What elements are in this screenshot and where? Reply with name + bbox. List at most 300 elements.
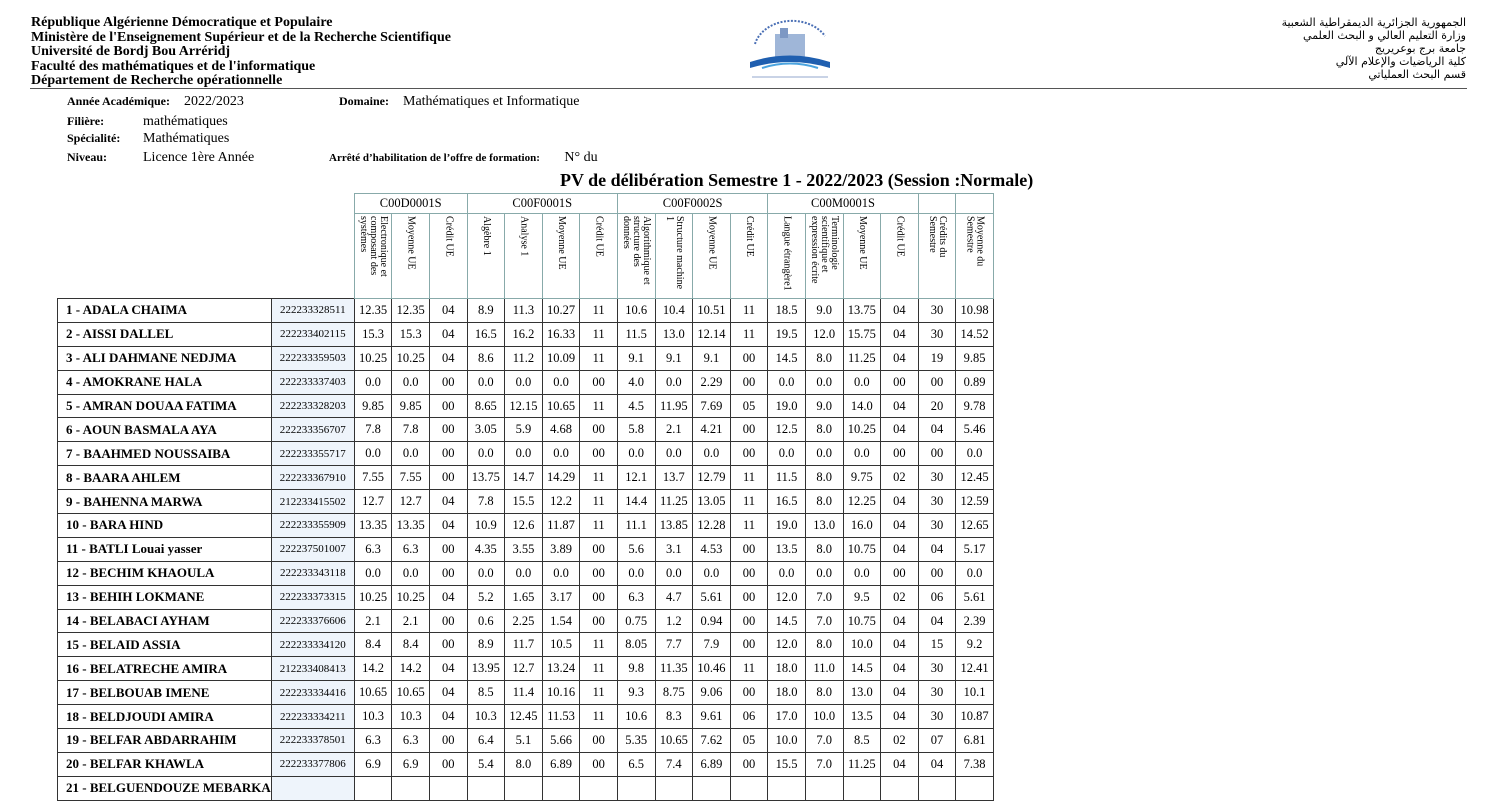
label: Filière:: [67, 114, 105, 128]
student-name: 8 - BAARA AHLEM: [58, 466, 272, 490]
university-logo: [740, 14, 840, 84]
grade-cell: 7.8: [354, 418, 392, 442]
grade-cell: 6.4: [467, 729, 505, 753]
grade-cell: 9.1: [693, 346, 731, 370]
student-name: 7 - BAAHMED NOUSSAIBA: [58, 442, 272, 466]
column-header-label: Algèbre 1: [480, 216, 492, 256]
grade-cell: 10.3: [467, 705, 505, 729]
grade-cell: 9.1: [617, 346, 655, 370]
grade-cell: 3.05: [467, 418, 505, 442]
grade-cell: 2.25: [505, 609, 543, 633]
grade-cell: 00: [429, 418, 467, 442]
grade-cell: 13.24: [542, 657, 580, 681]
grade-cell: 11: [580, 514, 618, 538]
academic-year: [67, 94, 244, 110]
grade-cell: 13.0: [655, 322, 693, 346]
grade-cell: 00: [580, 418, 618, 442]
grade-cell: 6.3: [354, 537, 392, 561]
grade-cell: 12.79: [693, 466, 731, 490]
grade-cell: 7.8: [392, 418, 430, 442]
grade-cell: 6.89: [693, 752, 731, 776]
grade-cell: 6.9: [354, 752, 392, 776]
table-row: [58, 394, 994, 418]
grade-cell: 10.65: [655, 729, 693, 753]
grade-cell: 12.7: [505, 657, 543, 681]
grade-cell: [805, 776, 843, 800]
grade-cell: 04: [918, 752, 956, 776]
column-header-label: Structure machine 1: [663, 216, 685, 290]
label: Domaine:: [339, 94, 389, 108]
grade-cell: 10.65: [542, 394, 580, 418]
grade-cell: 04: [881, 346, 919, 370]
grade-cell: 11: [730, 466, 768, 490]
grade-cell: 0.0: [956, 561, 994, 585]
grade-cell: 04: [429, 490, 467, 514]
grade-cell: 11: [730, 490, 768, 514]
grade-cell: 7.55: [354, 466, 392, 490]
grade-cell: 10.46: [693, 657, 731, 681]
institution-header: [31, 16, 451, 89]
ue-group-header: C00F0002S: [617, 194, 767, 214]
grade-cell: 00: [730, 346, 768, 370]
grade-cell: 15.75: [843, 322, 881, 346]
grade-cell: 18.0: [768, 681, 806, 705]
grade-cell: 8.65: [467, 394, 505, 418]
grade-cell: 0.0: [542, 370, 580, 394]
grade-cell: 04: [881, 418, 919, 442]
grade-cell: 0.0: [392, 561, 430, 585]
grade-cell: 12.0: [768, 585, 806, 609]
grade-cell: 00: [429, 466, 467, 490]
column-header: [467, 214, 505, 299]
grade-cell: 00: [580, 537, 618, 561]
grade-cell: 02: [881, 729, 919, 753]
grade-cell: [617, 776, 655, 800]
grade-cell: 10.25: [354, 585, 392, 609]
grade-cell: 04: [918, 537, 956, 561]
grade-cell: 02: [881, 585, 919, 609]
grade-cell: 6.9: [392, 752, 430, 776]
student-name: 3 - ALI DAHMANE NEDJMA: [58, 346, 272, 370]
grade-cell: 04: [918, 609, 956, 633]
grade-cell: 30: [918, 490, 956, 514]
grade-cell: [693, 776, 731, 800]
filiere: [67, 114, 228, 130]
grade-cell: 00: [429, 752, 467, 776]
grade-cell: 2.39: [956, 609, 994, 633]
grade-cell: 12.5: [768, 418, 806, 442]
student-name: 21 - BELGUENDOUZE MEBARKA: [58, 776, 272, 800]
grade-cell: 16.5: [768, 490, 806, 514]
table-row: [58, 752, 994, 776]
grade-cell: 00: [429, 729, 467, 753]
grade-cell: 13.75: [467, 466, 505, 490]
grade-cell: 12.15: [505, 394, 543, 418]
grade-cell: 3.17: [542, 585, 580, 609]
column-header: [956, 214, 994, 299]
grade-cell: 13.0: [805, 514, 843, 538]
grade-cell: 15.5: [505, 490, 543, 514]
grade-cell: 4.5: [617, 394, 655, 418]
grade-cell: 04: [429, 585, 467, 609]
table-row: [58, 418, 994, 442]
grade-cell: 7.8: [467, 490, 505, 514]
column-header-label: Crédit UE: [443, 216, 455, 257]
grade-cell: 11.7: [505, 633, 543, 657]
table-row: [58, 322, 994, 346]
grade-cell: 0.0: [354, 442, 392, 466]
column-header: [429, 214, 467, 299]
table-row: [58, 346, 994, 370]
column-header-label: Moyenne UE: [556, 216, 568, 270]
grade-cell: 10.75: [843, 609, 881, 633]
grade-cell: 10.5: [542, 633, 580, 657]
student-id: 222237501007: [271, 537, 354, 561]
grade-cell: 11.4: [505, 681, 543, 705]
column-header-label: Moyenne UE: [405, 216, 417, 270]
ue-group-header: C00D0001S: [354, 194, 467, 214]
grade-cell: 30: [918, 705, 956, 729]
table-row: [58, 585, 994, 609]
student-name: 6 - AOUN BASMALA AYA: [58, 418, 272, 442]
student-name: 4 - AMOKRANE HALA: [58, 370, 272, 394]
grade-cell: 0.89: [956, 370, 994, 394]
column-header-label: Terminologie scientifique et expression écrite: [809, 216, 841, 284]
grade-cell: 11.25: [843, 752, 881, 776]
student-id: 222233337403: [271, 370, 354, 394]
grade-cell: 04: [881, 633, 919, 657]
grade-cell: 18.0: [768, 657, 806, 681]
grade-cell: 11.35: [655, 657, 693, 681]
grade-cell: [467, 776, 505, 800]
grade-cell: 04: [881, 752, 919, 776]
student-id: 222233328203: [271, 394, 354, 418]
grade-cell: 11: [580, 394, 618, 418]
grade-cell: 05: [730, 729, 768, 753]
grade-cell: 13.75: [843, 299, 881, 323]
grade-cell: 0.0: [542, 442, 580, 466]
grade-cell: 0.0: [768, 442, 806, 466]
grade-cell: 0.0: [505, 442, 543, 466]
header-line-ar: الجمهورية الجزائرية الديمقراطية الشعبية: [1281, 16, 1466, 29]
grade-cell: 10.4: [655, 299, 693, 323]
grade-cell: 04: [918, 418, 956, 442]
grade-cell: 13.95: [467, 657, 505, 681]
grade-cell: 9.85: [956, 346, 994, 370]
grade-cell: 13.5: [843, 705, 881, 729]
grade-cell: 10.25: [843, 418, 881, 442]
grade-cell: 0.0: [467, 561, 505, 585]
grade-cell: 00: [580, 609, 618, 633]
grade-cell: [730, 776, 768, 800]
grade-cell: 30: [918, 514, 956, 538]
table-row: [58, 633, 994, 657]
table-row: [58, 776, 994, 800]
grade-cell: 04: [429, 322, 467, 346]
grade-cell: 16.33: [542, 322, 580, 346]
grade-cell: 12.7: [354, 490, 392, 514]
ue-group-header: [956, 194, 994, 214]
grade-cell: 30: [918, 299, 956, 323]
grade-cell: 14.0: [843, 394, 881, 418]
grade-cell: 10.25: [354, 346, 392, 370]
grade-cell: 14.7: [505, 466, 543, 490]
grade-cell: 0.0: [956, 442, 994, 466]
grade-cell: 11.2: [505, 346, 543, 370]
grade-cell: 07: [918, 729, 956, 753]
grade-cell: 04: [881, 681, 919, 705]
grade-cell: 00: [580, 442, 618, 466]
grade-cell: 12.6: [505, 514, 543, 538]
grade-cell: 0.0: [805, 442, 843, 466]
arrete: [329, 150, 598, 166]
grade-cell: [429, 776, 467, 800]
grade-cell: 10.27: [542, 299, 580, 323]
grade-cell: 1.2: [655, 609, 693, 633]
grade-cell: 0.0: [768, 370, 806, 394]
student-name: 18 - BELDJOUDI AMIRA: [58, 705, 272, 729]
grade-cell: 11: [580, 466, 618, 490]
grade-cell: 04: [881, 514, 919, 538]
column-header: [693, 214, 731, 299]
grade-cell: 12.41: [956, 657, 994, 681]
student-name: 16 - BELATRECHE AMIRA: [58, 657, 272, 681]
column-header-label: Algorithmique et structure des données: [621, 216, 653, 285]
header-line-ar: كلية الرياضيات والإعلام الآلي: [1335, 55, 1466, 68]
student-name: 10 - BARA HIND: [58, 514, 272, 538]
grade-cell: [580, 776, 618, 800]
grade-cell: 30: [918, 681, 956, 705]
label: Année Académique:: [67, 94, 170, 108]
student-id: 212233415502: [271, 490, 354, 514]
grade-cell: 04: [429, 299, 467, 323]
grade-cell: 9.1: [655, 346, 693, 370]
column-header-label: Moyenne du Semestre: [964, 216, 986, 267]
grade-cell: 00: [918, 370, 956, 394]
grade-cell: 0.0: [768, 561, 806, 585]
grade-cell: 10.9: [467, 514, 505, 538]
ue-group-header: C00M0001S: [768, 194, 918, 214]
grade-cell: 7.9: [693, 633, 731, 657]
grade-cell: 3.55: [505, 537, 543, 561]
student-id: 222233334211: [271, 705, 354, 729]
grade-cell: [505, 776, 543, 800]
header-line: Ministère de l'Enseignement Supérieur et de la Recherche Scientifique: [31, 29, 451, 45]
grade-cell: 5.2: [467, 585, 505, 609]
ue-group-header: [918, 194, 956, 214]
document-title: PV de délibération Semestre 1 - 2022/2023 (Session :Normale): [560, 170, 1034, 190]
grade-cell: 7.38: [956, 752, 994, 776]
table-row: [58, 705, 994, 729]
column-header-label: Langue étrangère1: [781, 216, 793, 291]
student-name: 20 - BELFAR KHAWLA: [58, 752, 272, 776]
grade-cell: 0.0: [843, 442, 881, 466]
grade-cell: 00: [730, 752, 768, 776]
value: Mathématiques: [143, 131, 230, 146]
grade-cell: 11.95: [655, 394, 693, 418]
grade-cell: 11.25: [843, 346, 881, 370]
value: Mathématiques et Informatique: [403, 94, 580, 109]
grade-cell: 04: [881, 705, 919, 729]
column-header-label: Moyenne UE: [706, 216, 718, 270]
grade-cell: 8.0: [805, 537, 843, 561]
grade-cell: 7.55: [392, 466, 430, 490]
grade-cell: 00: [730, 561, 768, 585]
grade-cell: [956, 776, 994, 800]
specialite: [67, 131, 229, 147]
grade-cell: 10.87: [956, 705, 994, 729]
deliberation-table: [57, 193, 994, 801]
grade-cell: 10.0: [843, 633, 881, 657]
grade-cell: 11: [730, 299, 768, 323]
table-row: [58, 442, 994, 466]
student-name: 5 - AMRAN DOUAA FATIMA: [58, 394, 272, 418]
table-row: [58, 609, 994, 633]
header-line-ar: قسم البحث العملياتي: [1368, 68, 1466, 81]
grade-cell: 8.0: [805, 633, 843, 657]
table-row: [58, 299, 994, 323]
grade-cell: 11: [730, 657, 768, 681]
column-header: [580, 214, 618, 299]
grade-cell: 0.0: [392, 442, 430, 466]
grade-cell: 00: [730, 681, 768, 705]
grade-cell: 2.1: [354, 609, 392, 633]
student-id: [271, 776, 354, 800]
grade-cell: 0.0: [505, 370, 543, 394]
grade-cell: 00: [881, 370, 919, 394]
column-header: [843, 214, 881, 299]
grade-cell: 5.9: [505, 418, 543, 442]
grade-cell: 9.85: [354, 394, 392, 418]
grade-cell: 8.9: [467, 299, 505, 323]
grade-cell: 9.3: [617, 681, 655, 705]
niveau: [67, 150, 254, 166]
grade-cell: 11: [730, 322, 768, 346]
grade-cell: 0.0: [617, 561, 655, 585]
grade-cell: 04: [881, 490, 919, 514]
grade-cell: 4.7: [655, 585, 693, 609]
grade-cell: 19.5: [768, 322, 806, 346]
grade-cell: [881, 776, 919, 800]
column-header: [768, 214, 806, 299]
grade-cell: 10.0: [768, 729, 806, 753]
grade-cell: 04: [881, 299, 919, 323]
student-id: 222233334120: [271, 633, 354, 657]
grade-cell: 0.0: [354, 561, 392, 585]
grade-cell: 8.0: [805, 418, 843, 442]
table-row: [58, 537, 994, 561]
grade-cell: 0.0: [655, 370, 693, 394]
column-header-label: Moyenne UE: [856, 216, 868, 270]
grade-cell: 00: [730, 370, 768, 394]
table-row: [58, 561, 994, 585]
column-header: [354, 214, 392, 299]
grade-cell: 00: [730, 418, 768, 442]
student-id: 222233355909: [271, 514, 354, 538]
grade-cell: 12.45: [505, 705, 543, 729]
grade-cell: 11: [580, 705, 618, 729]
grade-cell: 16.2: [505, 322, 543, 346]
header-line-ar: جامعة برج بوعريريج: [1374, 42, 1466, 55]
student-name: 14 - BELABACI AYHAM: [58, 609, 272, 633]
grade-cell: 7.7: [655, 633, 693, 657]
grade-cell: 9.2: [956, 633, 994, 657]
grade-cell: 8.5: [843, 729, 881, 753]
grade-cell: 10.3: [392, 705, 430, 729]
grade-cell: 11.5: [617, 322, 655, 346]
grade-cell: 11.53: [542, 705, 580, 729]
student-id: 222233367910: [271, 466, 354, 490]
grade-cell: 7.62: [693, 729, 731, 753]
grade-cell: 14.2: [354, 657, 392, 681]
grade-cell: 4.21: [693, 418, 731, 442]
grade-cell: 8.0: [805, 466, 843, 490]
grade-cell: 06: [918, 585, 956, 609]
student-name: 13 - BEHIH LOKMANE: [58, 585, 272, 609]
grade-cell: 12.0: [768, 633, 806, 657]
column-header: [730, 214, 768, 299]
grade-cell: 00: [730, 609, 768, 633]
grade-cell: [354, 776, 392, 800]
grade-cell: 19.0: [768, 514, 806, 538]
grade-cell: 14.5: [768, 609, 806, 633]
grade-cell: 18.5: [768, 299, 806, 323]
grade-cell: [843, 776, 881, 800]
grade-cell: 14.2: [392, 657, 430, 681]
grade-cell: 2.1: [392, 609, 430, 633]
table-row: [58, 729, 994, 753]
grade-cell: 04: [429, 346, 467, 370]
header-line: Faculté des mathématiques et de l'informatique: [31, 58, 316, 74]
grade-cell: 19.0: [768, 394, 806, 418]
column-header: [805, 214, 843, 299]
grade-cell: 9.61: [693, 705, 731, 729]
column-header-label: Analyse 1: [518, 216, 530, 257]
grade-cell: 10.0: [805, 705, 843, 729]
grade-cell: 12.65: [956, 514, 994, 538]
grade-cell: 5.17: [956, 537, 994, 561]
grade-cell: 10.98: [956, 299, 994, 323]
grade-cell: 6.81: [956, 729, 994, 753]
grade-cell: 7.0: [805, 729, 843, 753]
grade-cell: 8.4: [392, 633, 430, 657]
value: N° du: [564, 150, 598, 165]
grade-cell: 10.6: [617, 299, 655, 323]
grade-cell: 11.5: [768, 466, 806, 490]
grade-cell: 11.0: [805, 657, 843, 681]
grade-cell: 00: [730, 633, 768, 657]
grade-cell: 0.0: [505, 561, 543, 585]
grade-cell: 6.3: [392, 537, 430, 561]
table-row: [58, 490, 994, 514]
grade-cell: [768, 776, 806, 800]
grade-cell: 02: [881, 466, 919, 490]
grade-cell: 0.6: [467, 609, 505, 633]
column-header-label: Crédit UE: [894, 216, 906, 257]
grade-cell: 2.1: [655, 418, 693, 442]
grade-cell: 4.68: [542, 418, 580, 442]
grade-cell: 12.35: [392, 299, 430, 323]
grade-cell: 00: [730, 442, 768, 466]
grade-cell: [655, 776, 693, 800]
grade-cell: 13.85: [655, 514, 693, 538]
arabic-header: [1282, 16, 1466, 81]
grade-cell: 4.0: [617, 370, 655, 394]
grade-cell: 00: [881, 561, 919, 585]
grade-cell: 5.61: [693, 585, 731, 609]
grade-cell: 7.0: [805, 752, 843, 776]
grade-cell: 11: [580, 681, 618, 705]
